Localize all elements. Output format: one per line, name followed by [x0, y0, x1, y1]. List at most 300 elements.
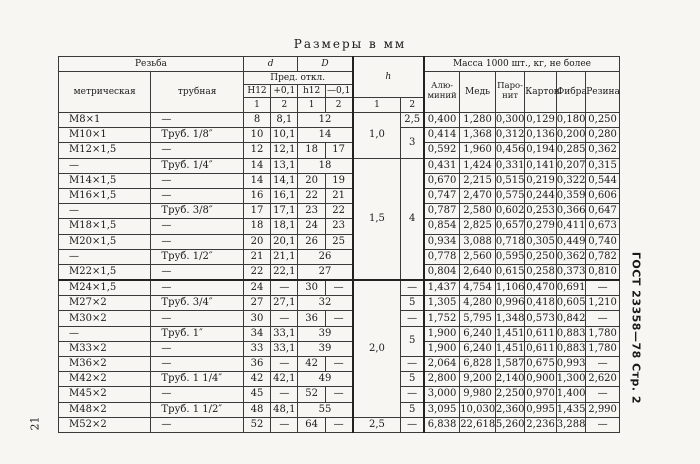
pipe-thread-cell: — [151, 219, 243, 234]
mass-copper-cell: 1,280 [460, 113, 496, 128]
mass-paronite-cell: 0,595 [495, 249, 524, 264]
mass-copper-cell: 9,980 [460, 387, 496, 402]
mass-copper-cell: 1,368 [460, 128, 496, 143]
aluminium-header: Алю-миний [424, 72, 460, 113]
d-exec2-cell: — [271, 417, 298, 432]
d-header: d [243, 57, 298, 72]
d-exec1-cell: 22 [243, 264, 270, 280]
exec-1-d: 1 [243, 98, 270, 113]
mass-fibre-cell: 1,300 [556, 372, 585, 387]
mass-aluminium-cell: 0,592 [424, 143, 460, 158]
D-cell: 32 [298, 296, 353, 311]
d-exec2-cell: — [271, 311, 298, 326]
mass-rubber-cell: 0,544 [586, 173, 620, 188]
d-exec2-cell: 27,1 [271, 296, 298, 311]
metric-thread-cell: М12×1,5 [59, 143, 151, 158]
table-row [59, 296, 620, 311]
d-exec2-cell: 12,1 [271, 143, 298, 158]
mass-fibre-cell: 0,322 [556, 173, 585, 188]
mass-fibre-cell: 0,842 [556, 311, 585, 326]
table-row [59, 387, 620, 402]
mass-copper-cell: 2,825 [460, 219, 496, 234]
h-exec1-cell: 1,0 [353, 113, 401, 159]
D-exec2-cell: 21 [325, 188, 352, 203]
D-exec1-cell: 36 [298, 311, 325, 326]
table-row [59, 311, 620, 326]
mass-paronite-cell: 2,140 [495, 372, 524, 387]
mass-fibre-cell: 0,180 [556, 113, 585, 128]
mass-paronite-cell: 2,250 [495, 387, 524, 402]
mass-aluminium-cell: 1,900 [424, 326, 460, 341]
mass-fibre-cell: 0,373 [556, 264, 585, 280]
mass-carton-cell: 0,141 [525, 158, 557, 173]
pipe-thread-cell: Труб. 1/2″ [151, 249, 243, 264]
d-exec2-cell: 33,1 [271, 341, 298, 356]
mass-carton-cell: 0,418 [525, 296, 557, 311]
mass-carton-cell: 0,194 [525, 143, 557, 158]
table-row [59, 219, 620, 234]
mass-paronite-cell: 0,615 [495, 264, 524, 280]
mass-rubber-cell: — [586, 357, 620, 372]
h-exec2-cell: — [401, 387, 424, 402]
D-cell: 27 [298, 264, 353, 280]
mass-rubber-cell: 1,210 [586, 296, 620, 311]
mass-aluminium-cell: 0,934 [424, 234, 460, 249]
d-exec2-cell: 10,1 [271, 128, 298, 143]
d-exec2-cell: — [271, 280, 298, 296]
d-exec1-cell: 12 [243, 143, 270, 158]
dimensions-table [58, 56, 620, 433]
mass-aluminium-cell: 1,437 [424, 280, 460, 296]
mass-copper-cell: 4,754 [460, 280, 496, 296]
pipe-thread-cell: — [151, 341, 243, 356]
D-exec1-cell: 52 [298, 387, 325, 402]
table-row [59, 280, 620, 296]
mass-fibre-cell: 3,288 [556, 417, 585, 432]
mass-aluminium-cell: 2,064 [424, 357, 460, 372]
mass-fibre-cell: 0,449 [556, 234, 585, 249]
metric-thread-cell: М36×2 [59, 357, 151, 372]
d-exec1-cell: 14 [243, 158, 270, 173]
mass-carton-cell: 0,244 [525, 188, 557, 203]
metric-thread-cell: — [59, 249, 151, 264]
mass-aluminium-cell: 0,854 [424, 219, 460, 234]
pipe-thread-cell: — [151, 311, 243, 326]
D-exec1-cell: 42 [298, 357, 325, 372]
mass-paronite-cell: 0,331 [495, 158, 524, 173]
h-exec2-cell: — [401, 280, 424, 296]
pipe-thread-cell: — [151, 264, 243, 280]
d-exec1-cell: 48 [243, 402, 270, 417]
d-exec1-cell: 33 [243, 341, 270, 356]
mass-paronite-cell: 1,348 [495, 311, 524, 326]
h-header: h [353, 57, 424, 98]
pipe-thread-cell: — [151, 280, 243, 296]
D-exec2-cell: — [325, 387, 352, 402]
d-exec1-cell: 52 [243, 417, 270, 432]
mass-paronite-cell: 0,718 [495, 234, 524, 249]
mass-rubber-cell: 0,250 [586, 113, 620, 128]
h-exec1-cell: 2,5 [353, 417, 401, 432]
mass-rubber-cell: 0,606 [586, 188, 620, 203]
mass-rubber-cell: 0,280 [586, 128, 620, 143]
D-exec1-cell: 30 [298, 280, 325, 296]
rubber-header: Резина [586, 72, 620, 113]
mass-aluminium-cell: 0,747 [424, 188, 460, 203]
mass-copper-cell: 2,215 [460, 173, 496, 188]
exec-1-h: 1 [353, 98, 401, 113]
h-exec1-cell: 2,0 [353, 280, 401, 417]
table-row [59, 326, 620, 341]
mass-rubber-cell: 0,673 [586, 219, 620, 234]
table-row [59, 372, 620, 387]
mass-paronite-cell: 1,451 [495, 326, 524, 341]
pipe-thread-cell: — [151, 113, 243, 128]
mass-fibre-cell: 0,207 [556, 158, 585, 173]
metric-thread-cell: М42×2 [59, 372, 151, 387]
d-exec1-cell: 17 [243, 204, 270, 219]
mass-copper-cell: 5,795 [460, 311, 496, 326]
d-exec2-cell: — [271, 387, 298, 402]
mass-aluminium-cell: 0,787 [424, 204, 460, 219]
mass-aluminium-cell: 0,431 [424, 158, 460, 173]
table-row [59, 128, 620, 143]
mass-fibre-cell: 0,359 [556, 188, 585, 203]
mass-carton-cell: 0,675 [525, 357, 557, 372]
h-exec2-cell: 2,5 [401, 113, 424, 128]
pipe-thread-cell: Труб. 1/8″ [151, 128, 243, 143]
mass-rubber-cell: 0,782 [586, 249, 620, 264]
exec-2-h: 2 [401, 98, 424, 113]
table-row [59, 173, 620, 188]
D-cell: 26 [298, 249, 353, 264]
thread-header: Резьба [59, 57, 244, 72]
d-exec2-cell: 17,1 [271, 204, 298, 219]
mass-aluminium-cell: 1,900 [424, 341, 460, 356]
h12-d-header: H12 [243, 85, 270, 98]
d-exec1-cell: 30 [243, 311, 270, 326]
mass-paronite-cell: 1,587 [495, 357, 524, 372]
mass-carton-cell: 0,995 [525, 402, 557, 417]
mass-fibre-cell: 1,435 [556, 402, 585, 417]
mass-header: Масса 1000 шт., кг, не более [424, 57, 620, 72]
D-exec2-cell: 19 [325, 173, 352, 188]
d-exec1-cell: 18 [243, 219, 270, 234]
mass-fibre-cell: 0,605 [556, 296, 585, 311]
carton-header: Картон [525, 72, 557, 113]
D-header: D [298, 57, 353, 72]
pipe-thread-cell: Труб. 3/4″ [151, 296, 243, 311]
h-exec2-cell: 5 [401, 372, 424, 387]
tolerance-header: Пред. откл. [243, 72, 352, 85]
d-exec1-cell: 34 [243, 326, 270, 341]
metric-thread-cell: М8×1 [59, 113, 151, 128]
tol-d-header: +0,1 [271, 85, 298, 98]
d-exec2-cell: 18,1 [271, 219, 298, 234]
metric-thread-cell: М52×2 [59, 417, 151, 432]
D-exec1-cell: 24 [298, 219, 325, 234]
mass-copper-cell: 4,280 [460, 296, 496, 311]
D-exec2-cell: — [325, 280, 352, 296]
D-exec1-cell: 23 [298, 204, 325, 219]
mass-paronite-cell: 1,106 [495, 280, 524, 296]
d-exec2-cell: 13,1 [271, 158, 298, 173]
d-exec2-cell: 42,1 [271, 372, 298, 387]
mass-paronite-cell: 0,996 [495, 296, 524, 311]
mass-paronite-cell: 0,300 [495, 113, 524, 128]
h-exec1-cell: 1,5 [353, 158, 401, 280]
mass-paronite-cell: 2,360 [495, 402, 524, 417]
mass-rubber-cell: 2,990 [586, 402, 620, 417]
d-exec1-cell: 10 [243, 128, 270, 143]
h-exec2-cell: — [401, 311, 424, 326]
mass-aluminium-cell: 2,800 [424, 372, 460, 387]
D-exec2-cell: — [325, 357, 352, 372]
D-exec1-cell: 18 [298, 143, 325, 158]
mass-copper-cell: 10,030 [460, 402, 496, 417]
metric-thread-cell: М27×2 [59, 296, 151, 311]
tol-D-header: —0,1 [325, 85, 352, 98]
metric-thread-cell: М45×2 [59, 387, 151, 402]
metric-thread-cell: М48×2 [59, 402, 151, 417]
mass-carton-cell: 0,219 [525, 173, 557, 188]
copper-header: Медь [460, 72, 496, 113]
mass-fibre-cell: 1,400 [556, 387, 585, 402]
mass-carton-cell: 0,129 [525, 113, 557, 128]
d-exec1-cell: 16 [243, 188, 270, 203]
d-exec2-cell: 14,1 [271, 173, 298, 188]
metric-header: метрическая [59, 72, 151, 113]
pipe-thread-cell: — [151, 417, 243, 432]
table-row [59, 188, 620, 203]
d-exec1-cell: 14 [243, 173, 270, 188]
mass-rubber-cell: 0,315 [586, 158, 620, 173]
D-exec2-cell: 23 [325, 219, 352, 234]
metric-thread-cell: М18×1,5 [59, 219, 151, 234]
mass-rubber-cell: 0,362 [586, 143, 620, 158]
mass-rubber-cell: 1,780 [586, 341, 620, 356]
page-number: 21 [28, 416, 42, 431]
mass-aluminium-cell: 3,000 [424, 387, 460, 402]
metric-thread-cell: М33×2 [59, 341, 151, 356]
mass-copper-cell: 22,618 [460, 417, 496, 432]
pipe-thread-cell: Труб. 1 1/2″ [151, 402, 243, 417]
metric-thread-cell: — [59, 204, 151, 219]
mass-copper-cell: 3,088 [460, 234, 496, 249]
table-row [59, 234, 620, 249]
mass-paronite-cell: 1,451 [495, 341, 524, 356]
table-row [59, 341, 620, 356]
mass-rubber-cell: — [586, 387, 620, 402]
mass-carton-cell: 0,470 [525, 280, 557, 296]
mass-copper-cell: 1,960 [460, 143, 496, 158]
h-exec2-cell: 5 [401, 326, 424, 356]
d-exec2-cell: 48,1 [271, 402, 298, 417]
D-exec1-cell: 26 [298, 234, 325, 249]
mass-rubber-cell: 0,810 [586, 264, 620, 280]
mass-paronite-cell: 0,657 [495, 219, 524, 234]
mass-rubber-cell: — [586, 417, 620, 432]
mass-aluminium-cell: 3,095 [424, 402, 460, 417]
table-row [59, 357, 620, 372]
D-exec1-cell: 64 [298, 417, 325, 432]
D-cell: 55 [298, 402, 353, 417]
pipe-thread-cell: — [151, 143, 243, 158]
mass-carton-cell: 2,236 [525, 417, 557, 432]
metric-thread-cell: М20×1,5 [59, 234, 151, 249]
mass-aluminium-cell: 6,838 [424, 417, 460, 432]
mass-aluminium-cell: 0,670 [424, 173, 460, 188]
metric-thread-cell: М16×1,5 [59, 188, 151, 203]
h-exec2-cell: — [401, 417, 424, 432]
mass-copper-cell: 2,560 [460, 249, 496, 264]
exec-2-d: 2 [271, 98, 298, 113]
pipe-thread-cell: — [151, 234, 243, 249]
mass-aluminium-cell: 1,752 [424, 311, 460, 326]
D-cell: 39 [298, 326, 353, 341]
d-exec2-cell: 21,1 [271, 249, 298, 264]
d-exec1-cell: 42 [243, 372, 270, 387]
mass-carton-cell: 0,970 [525, 387, 557, 402]
mass-rubber-cell: 0,740 [586, 234, 620, 249]
D-exec2-cell: — [325, 417, 352, 432]
mass-fibre-cell: 0,411 [556, 219, 585, 234]
table-row [59, 143, 620, 158]
D-exec2-cell: 25 [325, 234, 352, 249]
d-exec2-cell: 20,1 [271, 234, 298, 249]
D-cell: 39 [298, 341, 353, 356]
mass-rubber-cell: 2,620 [586, 372, 620, 387]
table-row [59, 249, 620, 264]
mass-copper-cell: 1,424 [460, 158, 496, 173]
mass-copper-cell: 2,470 [460, 188, 496, 203]
mass-carton-cell: 0,136 [525, 128, 557, 143]
pipe-thread-cell: Труб. 3/8″ [151, 204, 243, 219]
mass-aluminium-cell: 0,778 [424, 249, 460, 264]
mass-carton-cell: 0,573 [525, 311, 557, 326]
h-exec2-cell: 5 [401, 402, 424, 417]
mass-carton-cell: 0,279 [525, 219, 557, 234]
mass-paronite-cell: 0,515 [495, 173, 524, 188]
metric-thread-cell: М22×1,5 [59, 264, 151, 280]
D-cell: 14 [298, 128, 353, 143]
mass-carton-cell: 0,611 [525, 326, 557, 341]
table-row [59, 264, 620, 280]
mass-copper-cell: 6,240 [460, 341, 496, 356]
mass-carton-cell: 0,258 [525, 264, 557, 280]
mass-carton-cell: 0,305 [525, 234, 557, 249]
mass-fibre-cell: 0,362 [556, 249, 585, 264]
pipe-thread-cell: — [151, 387, 243, 402]
mass-paronite-cell: 0,575 [495, 188, 524, 203]
paronite-header: Паро-нит [495, 72, 524, 113]
mass-rubber-cell: 1,780 [586, 326, 620, 341]
exec-1-D: 1 [298, 98, 325, 113]
d-exec2-cell: 33,1 [271, 326, 298, 341]
mass-carton-cell: 0,611 [525, 341, 557, 356]
d-exec2-cell: 8,1 [271, 113, 298, 128]
d-exec1-cell: 27 [243, 296, 270, 311]
mass-fibre-cell: 0,691 [556, 280, 585, 296]
metric-thread-cell: М10×1 [59, 128, 151, 143]
D-cell: 12 [298, 113, 353, 128]
table-row [59, 417, 620, 432]
pipe-thread-cell: Труб. 1″ [151, 326, 243, 341]
d-exec1-cell: 20 [243, 234, 270, 249]
pipe-thread-cell: — [151, 357, 243, 372]
mass-aluminium-cell: 0,804 [424, 264, 460, 280]
pipe-thread-cell: — [151, 188, 243, 203]
metric-thread-cell: — [59, 158, 151, 173]
d-exec1-cell: 45 [243, 387, 270, 402]
mass-fibre-cell: 0,883 [556, 341, 585, 356]
d-exec1-cell: 21 [243, 249, 270, 264]
D-exec2-cell: 22 [325, 204, 352, 219]
D-cell: 49 [298, 372, 353, 387]
mass-carton-cell: 0,900 [525, 372, 557, 387]
mass-paronite-cell: 0,312 [495, 128, 524, 143]
mass-copper-cell: 9,200 [460, 372, 496, 387]
mass-paronite-cell: 0,456 [495, 143, 524, 158]
h-exec2-cell: 3 [401, 128, 424, 158]
table-row [59, 158, 620, 173]
d-exec2-cell: 22,1 [271, 264, 298, 280]
D-exec2-cell: 17 [325, 143, 352, 158]
D-cell: 18 [298, 158, 353, 173]
mass-copper-cell: 6,240 [460, 326, 496, 341]
mass-carton-cell: 0,250 [525, 249, 557, 264]
mass-copper-cell: 2,580 [460, 204, 496, 219]
mass-rubber-cell: 0,647 [586, 204, 620, 219]
metric-thread-cell: М24×1,5 [59, 280, 151, 296]
d-exec2-cell: 16,1 [271, 188, 298, 203]
mass-rubber-cell: — [586, 280, 620, 296]
gost-side-label: ГОСТ 23358—78 Стр. 2 [629, 251, 643, 405]
mass-aluminium-cell: 1,305 [424, 296, 460, 311]
pipe-thread-cell: — [151, 173, 243, 188]
mass-copper-cell: 6,828 [460, 357, 496, 372]
table-row [59, 204, 620, 219]
d-exec1-cell: 8 [243, 113, 270, 128]
mass-fibre-cell: 0,883 [556, 326, 585, 341]
table-row [59, 113, 620, 128]
exec-2-D: 2 [325, 98, 352, 113]
mass-fibre-cell: 0,366 [556, 204, 585, 219]
pipe-header: трубная [151, 72, 243, 113]
d-exec2-cell: — [271, 357, 298, 372]
pipe-thread-cell: Труб. 1 1/4″ [151, 372, 243, 387]
mass-fibre-cell: 0,285 [556, 143, 585, 158]
mass-fibre-cell: 0,200 [556, 128, 585, 143]
mass-rubber-cell: — [586, 311, 620, 326]
table-caption: Размеры в мм [293, 37, 407, 51]
metric-thread-cell: М14×1,5 [59, 173, 151, 188]
mass-fibre-cell: 0,993 [556, 357, 585, 372]
mass-aluminium-cell: 0,400 [424, 113, 460, 128]
mass-paronite-cell: 5,260 [495, 417, 524, 432]
fibre-header: Фибра [556, 72, 585, 113]
h-exec2-cell: 5 [401, 296, 424, 311]
mass-paronite-cell: 0,602 [495, 204, 524, 219]
pipe-thread-cell: Труб. 1/4″ [151, 158, 243, 173]
D-exec2-cell: — [325, 311, 352, 326]
table-row [59, 402, 620, 417]
h12-D-header: h12 [298, 85, 325, 98]
h-exec2-cell: — [401, 357, 424, 372]
mass-carton-cell: 0,253 [525, 204, 557, 219]
metric-thread-cell: — [59, 326, 151, 341]
D-exec1-cell: 20 [298, 173, 325, 188]
